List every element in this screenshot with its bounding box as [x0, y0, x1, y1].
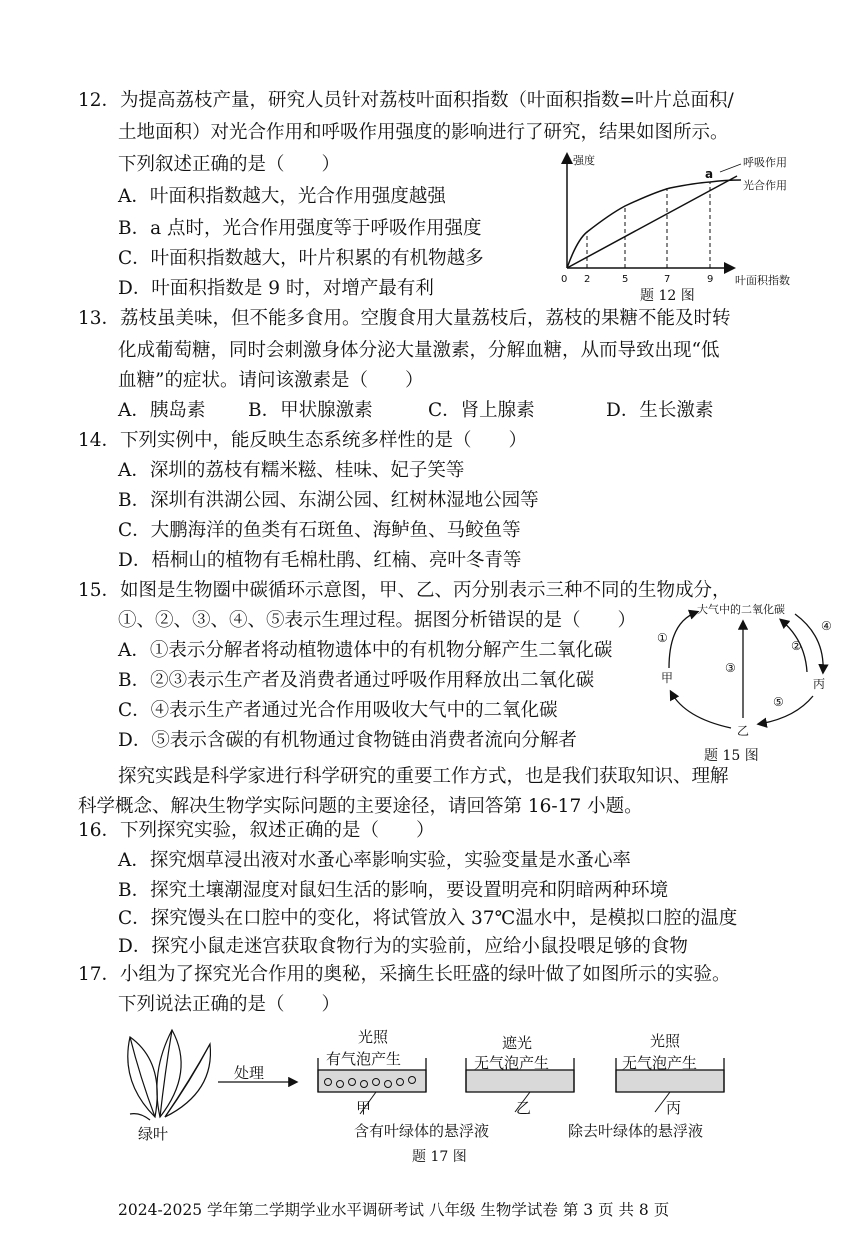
q17-jia-result: 有气泡产生 [326, 1050, 402, 1068]
q14-option-b: B．深圳有洪湖公园、东湖公园、红树林湿地公园等 [118, 490, 539, 511]
q13-stem-line1: 13．荔枝虽美味，但不能多食用。空腹食用大量荔枝后，荔枝的果糖不能及时转 [78, 308, 731, 329]
q15-arrow-5 [759, 696, 813, 724]
q15-option-d: D．⑤表示含碳的有机物通过食物链由消费者流向分解者 [118, 730, 577, 751]
q15-node-left: 甲 [661, 671, 674, 685]
q16-option-d: D．探究小鼠走迷宫获取食物行为的实验前，应给小鼠投喂足够的食物 [118, 936, 688, 957]
intro-line2: 科学概念、解决生物学实际问题的主要途径，请回答第 16-17 小题。 [78, 796, 643, 817]
q17-bing-condition: 光照 [650, 1032, 681, 1050]
q12-stem-line2: 土地面积）对光合作用和呼吸作用强度的影响进行了研究，结果如图所示。 [118, 122, 729, 143]
q17-suspension-with: 含有叶绿体的悬浮液 [354, 1122, 490, 1140]
q12-stem-line1: 12．为提高荔枝产量，研究人员针对荔枝叶面积指数（叶面积指数=叶片总面积/ [78, 90, 734, 111]
q17-yi-condition: 遮光 [502, 1034, 533, 1052]
q17-process-label: 处理 [234, 1064, 265, 1082]
q15-label-4: ④ [821, 619, 832, 633]
q15-stem-line1: 15．如图是生物圈中碳循环示意图，甲、乙、丙分别表示三种不同的生物成分， [78, 580, 731, 601]
q12-series-resp: 呼吸作用 [743, 156, 787, 169]
q12-xlabel: 叶面积指数 [735, 274, 790, 287]
q12-respiration-line [567, 176, 737, 268]
q13-stem-line3: 血糖”的症状。请问该激素是（ ） [118, 370, 424, 391]
q17-yi-result: 无气泡产生 [474, 1054, 550, 1072]
q12-option-d: D．叶面积指数是 9 时，对增产最有利 [118, 278, 434, 299]
q12-stem-line3: 下列叙述正确的是（ ） [118, 154, 341, 175]
q15-label-3: ③ [725, 661, 736, 675]
q13-option-b: B．甲状腺激素 [248, 400, 373, 421]
q17-yi-label: 乙 [516, 1099, 532, 1117]
q17-stem-line2: 下列说法正确的是（ ） [118, 994, 341, 1015]
q16-option-c: C．探究馒头在口腔中的变化，将试管放入 37℃温水中，是模拟口腔的温度 [118, 908, 738, 929]
q13-option-d: D．生长激素 [606, 400, 714, 421]
q17-leaf-label: 绿叶 [138, 1125, 169, 1143]
q12-photosynthesis-curve [567, 180, 741, 268]
q12-option-a: A．叶面积指数越大，光合作用强度越强 [118, 186, 446, 207]
q12-tick-5: 5 [622, 274, 629, 285]
q13-option-a: A．胰岛素 [118, 400, 206, 421]
q14-option-a: A．深圳的荔枝有糯米糍、桂味、妃子笑等 [118, 460, 465, 481]
q15-option-c: C．④表示生产者通过光合作用吸收大气中的二氧化碳 [118, 700, 558, 721]
q13-option-c: C．肾上腺素 [428, 400, 535, 421]
q15-caption: 题 15 图 [704, 748, 759, 764]
q15-carbon-cycle-diagram [655, 600, 840, 745]
q15-option-b: B．②③表示生产者及消费者通过呼吸作用释放出二氧化碳 [118, 670, 595, 691]
q12-graph [555, 150, 805, 290]
q17-suspension-without: 除去叶绿体的悬浮液 [568, 1122, 704, 1140]
q15-label-5: ⑤ [773, 695, 784, 709]
q15-stem-line2: ①、②、③、④、⑤表示生理过程。据图分析错误的是（ ） [118, 610, 637, 631]
q12-tick-9: 9 [707, 274, 714, 285]
q12-ylabel: 强度 [573, 154, 595, 167]
q15-label-1: ① [657, 631, 668, 645]
q17-bing-label: 丙 [666, 1099, 682, 1117]
q14-stem: 14．下列实例中，能反映生态系统多样性的是（ ） [78, 430, 528, 451]
q12-tick-0: 0 [561, 274, 568, 285]
q15-arrow-yi-jia [671, 692, 731, 728]
q17-stem-line1: 17．小组为了探究光合作用的奥秘，采摘生长旺盛的绿叶做了如图所示的实验。 [78, 964, 731, 985]
page-footer: 2024-2025 学年第二学期学业水平调研考试 八年级 生物学试卷 第 3 页 共 8 页 [118, 1201, 670, 1219]
q15-label-2: ② [791, 639, 802, 653]
q12-point-a: a [705, 167, 714, 181]
q17-jia-condition: 光照 [358, 1028, 389, 1046]
q17-caption: 题 17 图 [412, 1149, 467, 1165]
q16-stem: 16．下列探究实验，叙述正确的是（ ） [78, 820, 435, 841]
q15-node-bottom: 乙 [737, 724, 750, 738]
intro-line1: 探究实践是科学家进行科学研究的重要工作方式，也是我们获取知识、理解 [118, 766, 729, 787]
q12-tick-7: 7 [664, 274, 671, 285]
q12-tick-2: 2 [584, 274, 591, 285]
q12-option-b: B．a 点时，光合作用强度等于呼吸作用强度 [118, 218, 482, 239]
q16-option-a: A．探究烟草浸出液对水蚤心率影响实验，实验变量是水蚤心率 [118, 850, 631, 871]
q12-caption: 题 12 图 [640, 288, 695, 304]
green-leaf-icon [128, 1030, 211, 1120]
q14-option-d: D．梧桐山的植物有毛棉杜鹃、红楠、亮叶冬青等 [118, 550, 522, 571]
q14-option-c: C．大鹏海洋的鱼类有石斑鱼、海鲈鱼、马鲛鱼等 [118, 520, 521, 541]
q15-arrow-1 [669, 612, 697, 668]
q12-option-c: C．叶面积指数越大，叶片积累的有机物越多 [118, 248, 484, 269]
q16-option-b: B．探究土壤潮湿度对鼠妇生活的影响，要设置明亮和阴暗两种环境 [118, 880, 669, 901]
q13-stem-line2: 化成葡萄糖，同时会刺激身体分泌大量激素，分解血糖，从而导致出现“低 [118, 340, 720, 361]
q12-series-photo: 光合作用 [743, 179, 787, 192]
q15-option-a: A．①表示分解者将动植物遗体中的有机物分解产生二氧化碳 [118, 640, 613, 661]
q15-node-top: 大气中的二氧化碳 [697, 603, 785, 616]
q17-jia-label: 甲 [356, 1099, 372, 1117]
q17-bing-result: 无气泡产生 [622, 1054, 698, 1072]
q15-node-right: 丙 [813, 677, 826, 691]
